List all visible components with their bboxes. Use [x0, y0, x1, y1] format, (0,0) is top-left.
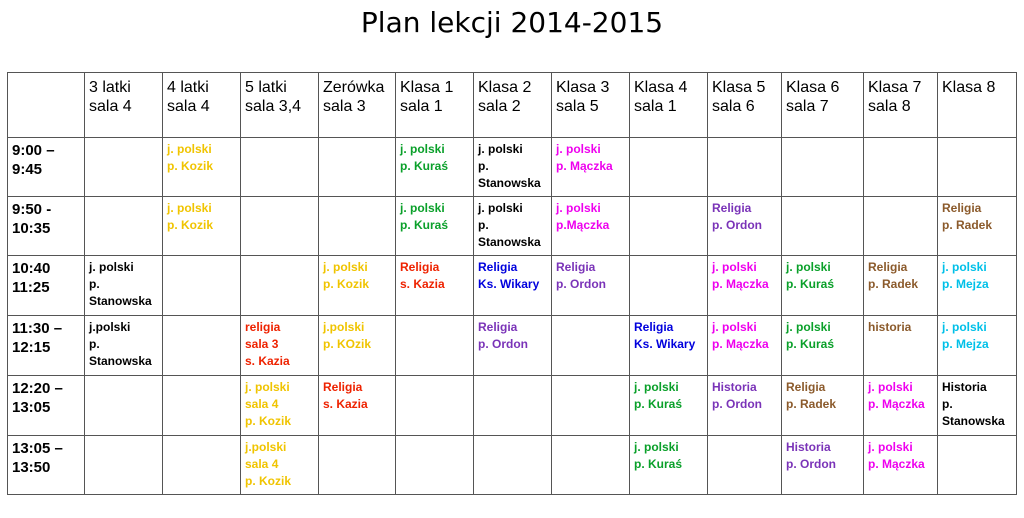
empty-cell [319, 138, 396, 197]
lesson-cell [552, 256, 630, 316]
column-header-line: Klasa 7 [868, 79, 922, 96]
empty-cell [938, 138, 1017, 197]
lesson-line: p. Radek [942, 218, 993, 232]
lesson-line: j. polski [556, 142, 601, 156]
empty-cell [396, 376, 474, 436]
column-header [552, 73, 630, 138]
lesson-cell [241, 316, 319, 376]
empty-cell [708, 138, 782, 197]
lesson-line: p. Kuraś [400, 218, 449, 232]
lesson-line: p. KOzik [323, 337, 372, 351]
column-header-line: sala 3,4 [245, 98, 302, 115]
column-header-line: Klasa 3 [556, 79, 610, 96]
lesson-cell [630, 316, 708, 376]
column-header [708, 73, 782, 138]
column-header-line: Klasa 5 [712, 79, 766, 96]
empty-cell [85, 436, 163, 495]
empty-cell [630, 197, 708, 256]
lesson-line: sala 4 [245, 457, 279, 471]
lesson-line: p. Kuraś [634, 457, 683, 471]
lesson-cell [782, 316, 864, 376]
column-header-line: Klasa 4 [634, 79, 688, 96]
column-header-line: Klasa 1 [400, 79, 454, 96]
lesson-line: j. polski [712, 320, 757, 334]
lesson-cell [319, 316, 396, 376]
empty-cell [552, 376, 630, 436]
lesson-cell [396, 197, 474, 256]
table-row [8, 138, 1017, 197]
lesson-line: p. Mączka [868, 397, 925, 411]
lesson-line: Religia [478, 320, 518, 334]
lesson-cell [938, 197, 1017, 256]
empty-cell [163, 376, 241, 436]
lesson-cell [241, 376, 319, 436]
lesson-line: p. Ordon [786, 457, 836, 471]
empty-cell [396, 316, 474, 376]
lesson-line: p. Kuraś [786, 337, 835, 351]
lesson-line: j. polski [634, 380, 679, 394]
empty-cell [474, 436, 552, 495]
column-header-line: 3 latki [89, 79, 131, 96]
empty-cell [708, 436, 782, 495]
time-slot-line: 9:00 – [12, 142, 55, 159]
column-header-line: sala 2 [478, 98, 521, 115]
lesson-cell [938, 376, 1017, 436]
lesson-line: Stanowska [89, 294, 152, 308]
empty-cell [163, 316, 241, 376]
lesson-line: j. polski [868, 380, 913, 394]
empty-cell [241, 197, 319, 256]
lesson-line: p. [942, 397, 953, 411]
lesson-line: j. polski [89, 260, 134, 274]
lesson-line: Historia [712, 380, 757, 394]
time-slot [8, 316, 85, 376]
lesson-cell [319, 376, 396, 436]
table-row [8, 376, 1017, 436]
lesson-cell [864, 376, 938, 436]
lesson-cell [630, 436, 708, 495]
time-slot-line: 13:05 [12, 399, 51, 416]
lesson-line: Religia [868, 260, 908, 274]
empty-cell [864, 138, 938, 197]
lesson-line: j. polski [245, 380, 290, 394]
empty-cell [319, 197, 396, 256]
column-header-line: sala 7 [786, 98, 829, 115]
empty-cell [85, 197, 163, 256]
lesson-line: Religia [634, 320, 674, 334]
column-header [474, 73, 552, 138]
lesson-cell [474, 316, 552, 376]
time-slot [8, 376, 85, 436]
column-header-line: sala 6 [712, 98, 755, 115]
lesson-line: p. Kozik [167, 218, 214, 232]
lesson-line: j. polski [942, 320, 987, 334]
lesson-line: j. polski [868, 440, 913, 454]
empty-cell [864, 197, 938, 256]
empty-cell [163, 436, 241, 495]
column-header [319, 73, 396, 138]
time-slot [8, 138, 85, 197]
empty-cell [552, 436, 630, 495]
lesson-line: p. Ordon [478, 337, 528, 351]
lesson-line: p. Kozik [167, 159, 214, 173]
lesson-line: p. [89, 337, 100, 351]
lesson-line: Historia [942, 380, 987, 394]
lesson-line: j. polski [323, 260, 368, 274]
time-slot-line: 12:15 [12, 339, 51, 356]
lesson-cell [241, 436, 319, 495]
empty-cell [241, 138, 319, 197]
lesson-line: j. polski [634, 440, 679, 454]
time-slot-line: 13:50 [12, 459, 51, 476]
empty-cell [630, 256, 708, 316]
lesson-line: s. Kazia [245, 354, 290, 368]
column-header-line: Zerówka [323, 79, 385, 96]
time-slot-line: 10:40 [12, 260, 51, 277]
lesson-cell [708, 376, 782, 436]
lesson-line: sala 4 [245, 397, 279, 411]
table-row [8, 256, 1017, 316]
column-header-line: sala 5 [556, 98, 599, 115]
column-header-line: sala 1 [634, 98, 677, 115]
column-header-line: sala 4 [167, 98, 210, 115]
time-slot [8, 256, 85, 316]
lesson-cell [474, 197, 552, 256]
lesson-line: j. polski [786, 320, 831, 334]
lesson-line: Religia [323, 380, 363, 394]
column-header-line: sala 4 [89, 98, 132, 115]
lesson-cell [864, 316, 938, 376]
time-slot-line: 9:45 [12, 161, 43, 178]
lesson-line: sala 3 [245, 337, 279, 351]
lesson-cell [938, 256, 1017, 316]
column-header [938, 73, 1017, 138]
column-header [782, 73, 864, 138]
header-row [8, 73, 1017, 138]
lesson-cell [552, 197, 630, 256]
lesson-cell [708, 197, 782, 256]
schedule-table [7, 72, 1017, 495]
column-header [630, 73, 708, 138]
column-header [85, 73, 163, 138]
column-header-line: Klasa 2 [478, 79, 532, 96]
lesson-line: p. Mączka [868, 457, 925, 471]
time-slot [8, 436, 85, 495]
table-row [8, 436, 1017, 495]
time-slot-line: 11:30 – [12, 320, 63, 337]
empty-cell [474, 376, 552, 436]
lesson-line: p. Kuraś [400, 159, 449, 173]
time-slot-line: 13:05 – [12, 440, 63, 457]
lesson-cell [85, 316, 163, 376]
lesson-line: j. polski [712, 260, 757, 274]
column-header-line: sala 3 [323, 98, 366, 115]
lesson-cell [782, 256, 864, 316]
lesson-cell [864, 256, 938, 316]
lesson-line: p.Mączka [556, 218, 610, 232]
lesson-cell [552, 138, 630, 197]
lesson-line: j. polski [478, 201, 523, 215]
column-header-line: 4 latki [167, 79, 209, 96]
lesson-line: p. Kuraś [634, 397, 683, 411]
lesson-cell [782, 376, 864, 436]
page-title: Plan lekcji 2014-2015 [360, 6, 664, 39]
lesson-line: j. polski [786, 260, 831, 274]
lesson-cell [396, 138, 474, 197]
lesson-line: Religia [786, 380, 826, 394]
lesson-line: s. Kazia [400, 277, 445, 291]
lesson-line: p. Ordon [712, 218, 762, 232]
time-slot [8, 197, 85, 256]
lesson-line: Stanowska [942, 414, 1005, 428]
lesson-cell [864, 436, 938, 495]
lesson-cell [163, 197, 241, 256]
lesson-line: j. polski [167, 201, 212, 215]
lesson-line: j. polski [942, 260, 987, 274]
lesson-cell [163, 138, 241, 197]
lesson-line: Religia [478, 260, 518, 274]
table-row [8, 197, 1017, 256]
lesson-line: j. polski [478, 142, 523, 156]
lesson-line: religia [245, 320, 281, 334]
lesson-line: historia [868, 320, 912, 334]
lesson-line: Historia [786, 440, 831, 454]
empty-cell [241, 256, 319, 316]
lesson-line: j.polski [245, 440, 287, 454]
lesson-line: p. [478, 218, 489, 232]
lesson-line: Ks. Wikary [478, 277, 540, 291]
lesson-line: Stanowska [478, 235, 541, 249]
lesson-line: Stanowska [478, 176, 541, 190]
lesson-line: Religia [942, 201, 982, 215]
time-slot-line: 10:35 [12, 220, 51, 237]
column-header-line: sala 1 [400, 98, 443, 115]
time-slot-line: 9:50 - [12, 201, 52, 218]
empty-cell [85, 138, 163, 197]
column-header [163, 73, 241, 138]
column-header [396, 73, 474, 138]
lesson-line: p. [89, 277, 100, 291]
empty-cell [163, 256, 241, 316]
lesson-line: j.polski [89, 320, 131, 334]
lesson-line: j.polski [323, 320, 365, 334]
column-header-line: Klasa 8 [942, 79, 996, 96]
empty-cell [319, 436, 396, 495]
lesson-line: Religia [400, 260, 440, 274]
lesson-line: p. Mejza [942, 337, 989, 351]
table-body [8, 138, 1017, 495]
lesson-line: p. Mączka [712, 337, 769, 351]
lesson-line: s. Kazia [323, 397, 368, 411]
empty-cell [85, 376, 163, 436]
empty-cell [782, 138, 864, 197]
lesson-line: j. polski [400, 201, 445, 215]
empty-cell [630, 138, 708, 197]
lesson-cell [474, 138, 552, 197]
lesson-line: p. Radek [868, 277, 919, 291]
lesson-line: p. Kozik [245, 414, 292, 428]
lesson-cell [396, 256, 474, 316]
column-header-line: sala 8 [868, 98, 911, 115]
time-slot-line: 12:20 – [12, 380, 63, 397]
lesson-line: j. polski [167, 142, 212, 156]
lesson-line: p. Ordon [712, 397, 762, 411]
empty-cell [938, 436, 1017, 495]
empty-cell [782, 197, 864, 256]
empty-cell [552, 316, 630, 376]
lesson-line: p. Mączka [712, 277, 769, 291]
lesson-cell [85, 256, 163, 316]
lesson-cell [782, 436, 864, 495]
lesson-cell [708, 316, 782, 376]
lesson-line: p. Kuraś [786, 277, 835, 291]
lesson-line: Religia [712, 201, 752, 215]
lesson-line: Religia [556, 260, 596, 274]
lesson-line: j. polski [556, 201, 601, 215]
lesson-line: p. Kozik [245, 474, 292, 488]
lesson-cell [938, 316, 1017, 376]
lesson-line: p. Radek [786, 397, 837, 411]
lesson-cell [474, 256, 552, 316]
lesson-cell [708, 256, 782, 316]
lesson-line: p. [478, 159, 489, 173]
lesson-line: p. Kozik [323, 277, 370, 291]
column-header [241, 73, 319, 138]
empty-cell [396, 436, 474, 495]
time-slot-line: 11:25 [12, 279, 50, 296]
lesson-line: p. Mejza [942, 277, 989, 291]
lesson-line: p. Ordon [556, 277, 606, 291]
column-header-line: Klasa 6 [786, 79, 840, 96]
lesson-line: j. polski [400, 142, 445, 156]
corner-cell [8, 73, 85, 138]
column-header-line: 5 latki [245, 79, 287, 96]
lesson-line: Stanowska [89, 354, 152, 368]
lesson-line: p. Mączka [556, 159, 613, 173]
lesson-line: Ks. Wikary [634, 337, 696, 351]
table-row [8, 316, 1017, 376]
lesson-cell [319, 256, 396, 316]
column-header [864, 73, 938, 138]
lesson-cell [630, 376, 708, 436]
